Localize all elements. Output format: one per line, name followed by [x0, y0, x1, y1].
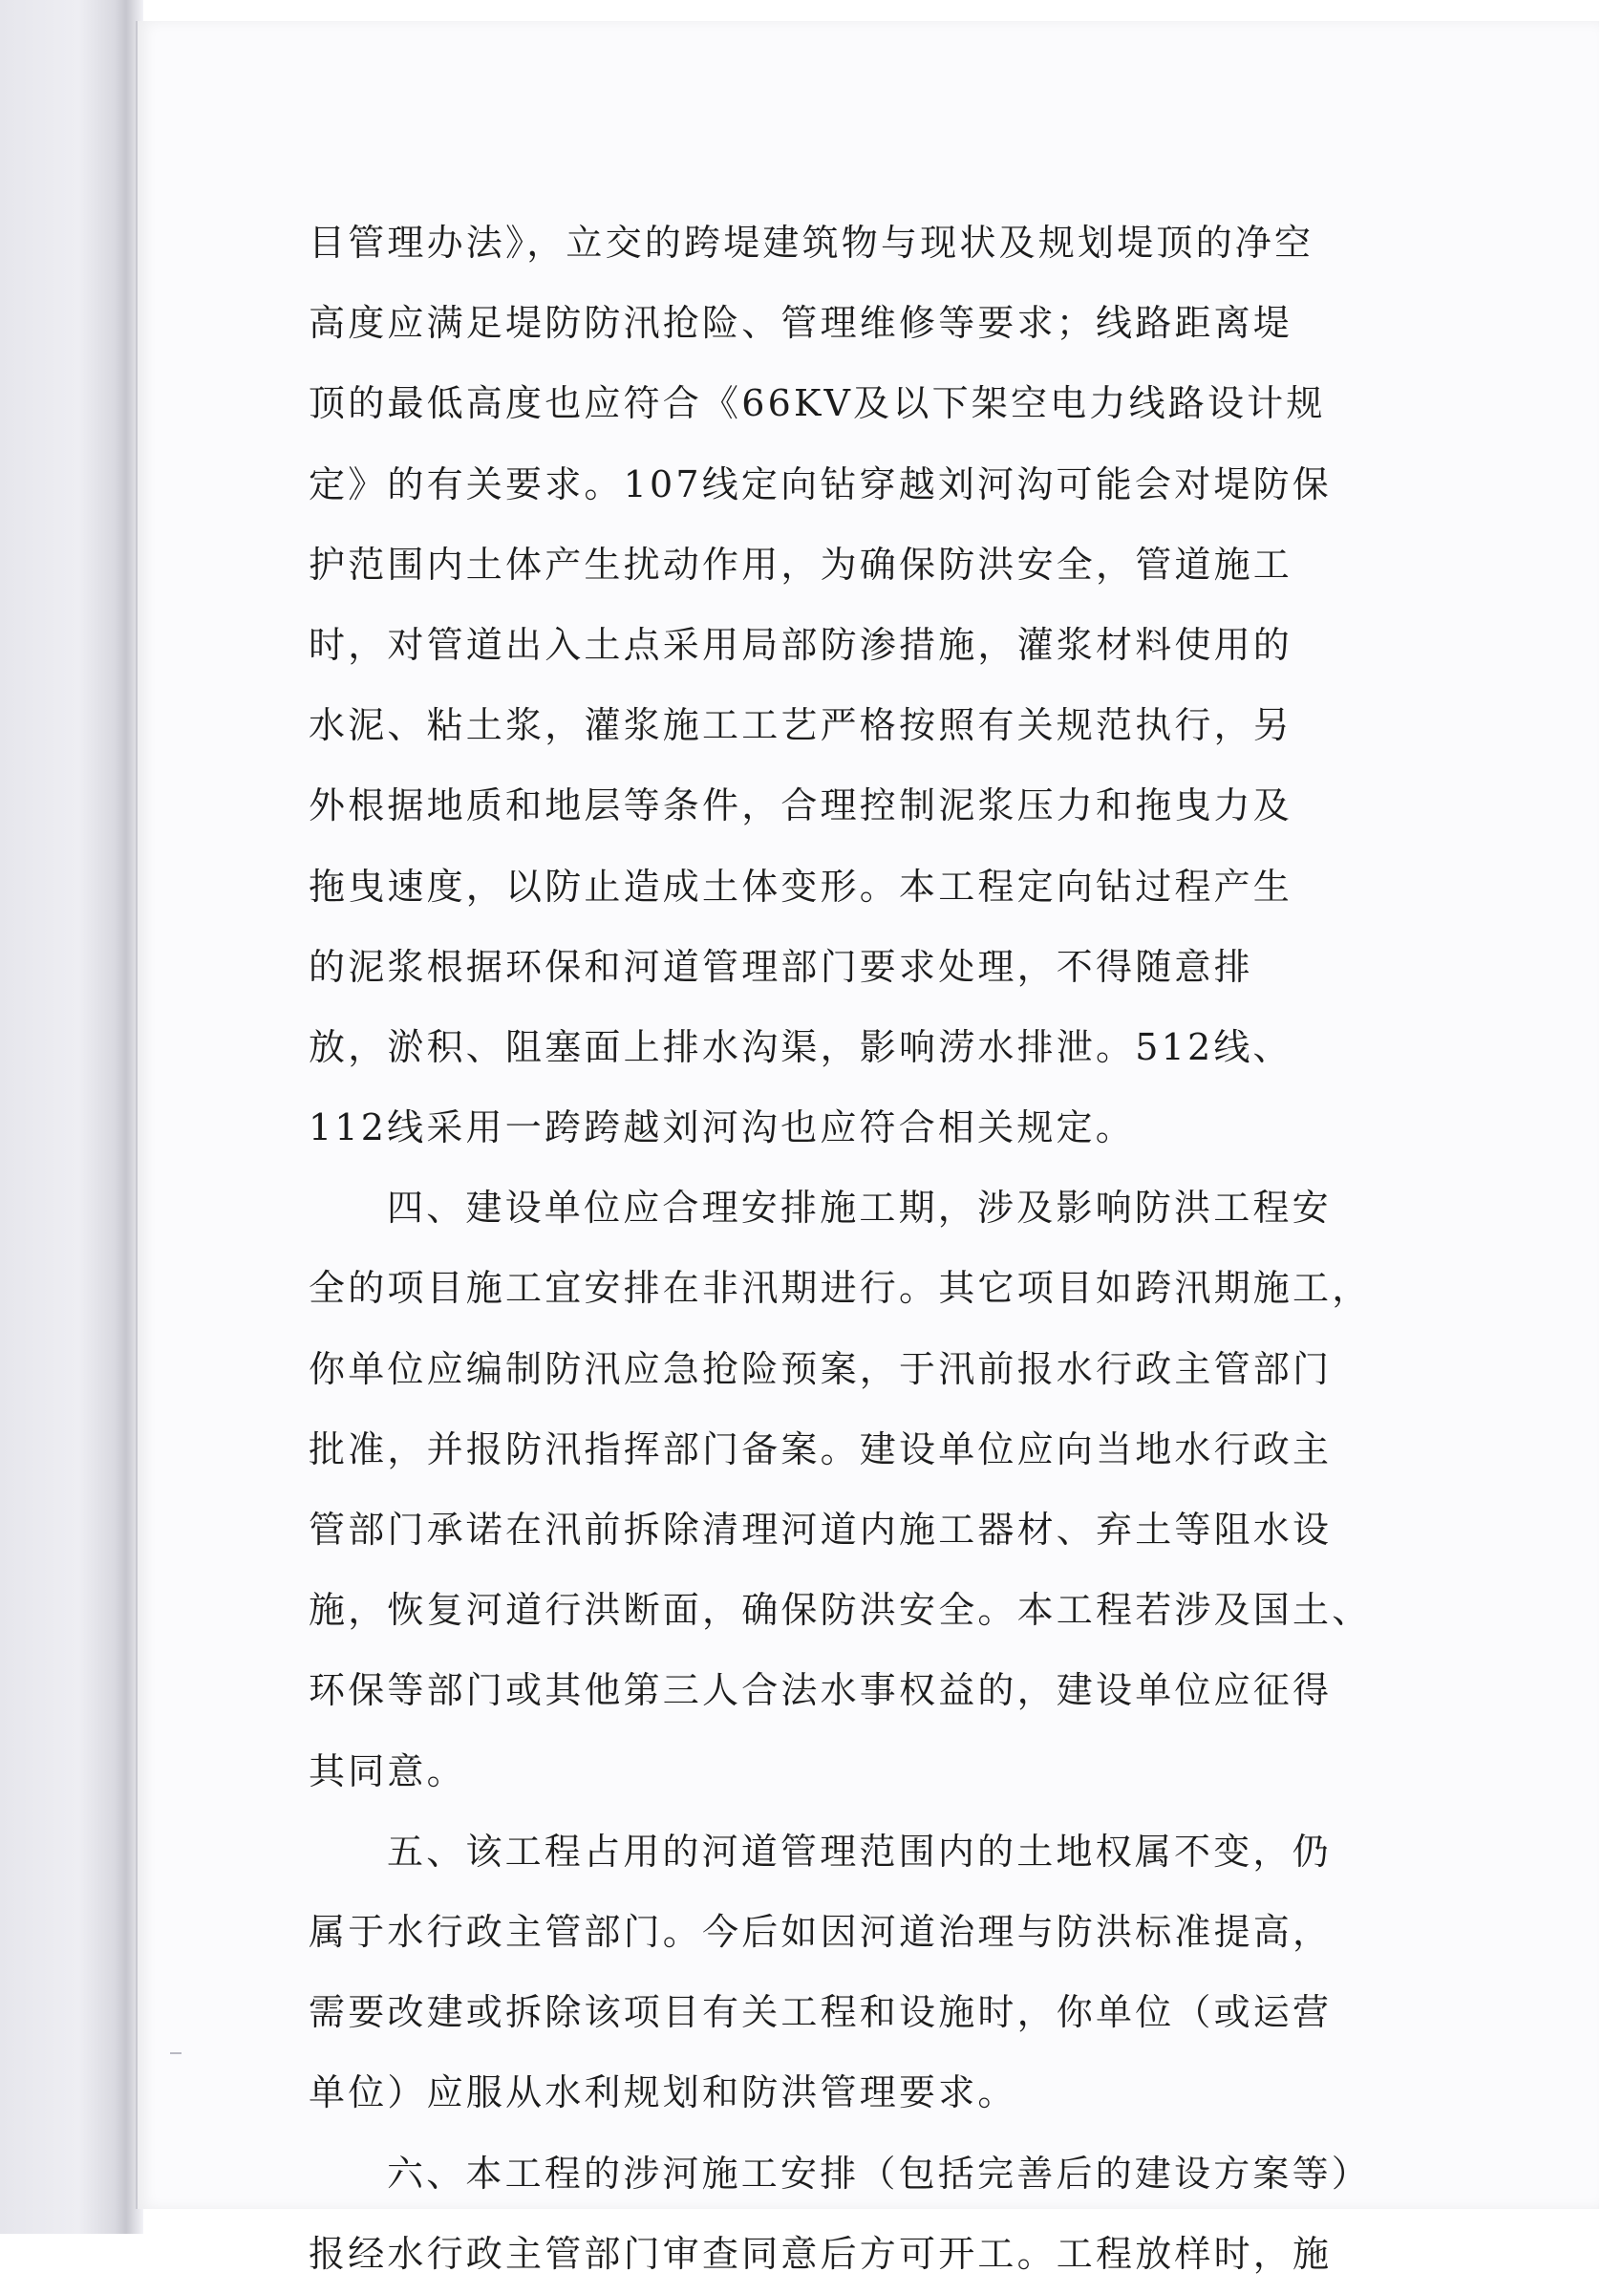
text-line-2: 高度应满足堤防防汛抢险、管理维修等要求；线路距离堤 [309, 302, 1293, 345]
text-line-14: 全的项目施工宜安排在非汛期进行。其它项目如跨汛期施工， [309, 1267, 1372, 1310]
text-line-10: 的泥浆根据环保和河道管理部门要求处理，不得随意排 [309, 945, 1253, 988]
paragraph-6-start: 六、本工程的涉河施工安排（包括完善后的建设方案等） [387, 2152, 1372, 2195]
text-line-17: 管部门承诺在汛前拆除清理河道内施工器材、弃土等阻水设 [309, 1509, 1333, 1551]
text-line-8: 外根据地质和地层等条件，合理控制泥浆压力和拖曳力及 [309, 784, 1293, 827]
text-line-6: 时，对管道出入土点采用局部防渗措施，灌浆材料使用的 [309, 623, 1293, 666]
text-line-7: 水泥、粘土浆，灌浆施工工艺严格按照有关规范执行，另 [309, 704, 1293, 747]
text-line-24: 单位）应服从水利规划和防洪管理要求。 [309, 2071, 1017, 2114]
text-line-3: 顶的最低高度也应符合《66KV及以下架空电力线路设计规 [309, 382, 1326, 425]
text-line-22: 属于水行政主管部门。今后如因河道治理与防洪标准提高， [309, 1910, 1333, 1953]
binding-edge [0, 0, 143, 2234]
paragraph-5-start: 五、该工程占用的河道管理范围内的土地权属不变，仍 [387, 1830, 1332, 1873]
body-text [309, 203, 1436, 2294]
text-line-20: 其同意。 [309, 1749, 466, 1792]
text-line-19: 环保等部门或其他第三人合法水事权益的，建设单位应征得 [309, 1669, 1333, 1712]
text-line-12: 112线采用一跨跨越刘河沟也应符合相关规定。 [309, 1106, 1135, 1149]
text-line-16: 批准，并报防汛指挥部门备案。建设单位应向当地水行政主 [309, 1427, 1333, 1470]
text-line-18: 施，恢复河道行洪断面，确保防洪安全。本工程若涉及国土、 [309, 1589, 1372, 1632]
scan-mark [170, 2052, 182, 2054]
text-line-4: 定》的有关要求。107线定向钻穿越刘河沟可能会对堤防保 [309, 462, 1332, 505]
text-line-9: 拖曳速度，以防止造成土体变形。本工程定向钻过程产生 [309, 865, 1293, 908]
text-line-15: 你单位应编制防汛应急抢险预案，于汛前报水行政主管部门 [309, 1347, 1333, 1390]
text-line-11: 放，淤积、阻塞面上排水沟渠，影响涝水排泄。512线、 [309, 1025, 1293, 1068]
text-line-26: 报经水行政主管部门审查同意后方可开工。工程放样时，施 [309, 2232, 1333, 2275]
paragraph-4-start: 四、建设单位应合理安排施工期，涉及影响防洪工程安 [387, 1187, 1332, 1230]
text-line-23: 需要改建或拆除该项目有关工程和设施时，你单位（或运营 [309, 1991, 1333, 2034]
text-line-5: 护范围内土体产生扰动作用，为确保防洪安全，管道施工 [309, 543, 1293, 586]
text-line-1: 目管理办法》，立交的跨堤建筑物与现状及规划堤顶的净空 [309, 222, 1314, 264]
